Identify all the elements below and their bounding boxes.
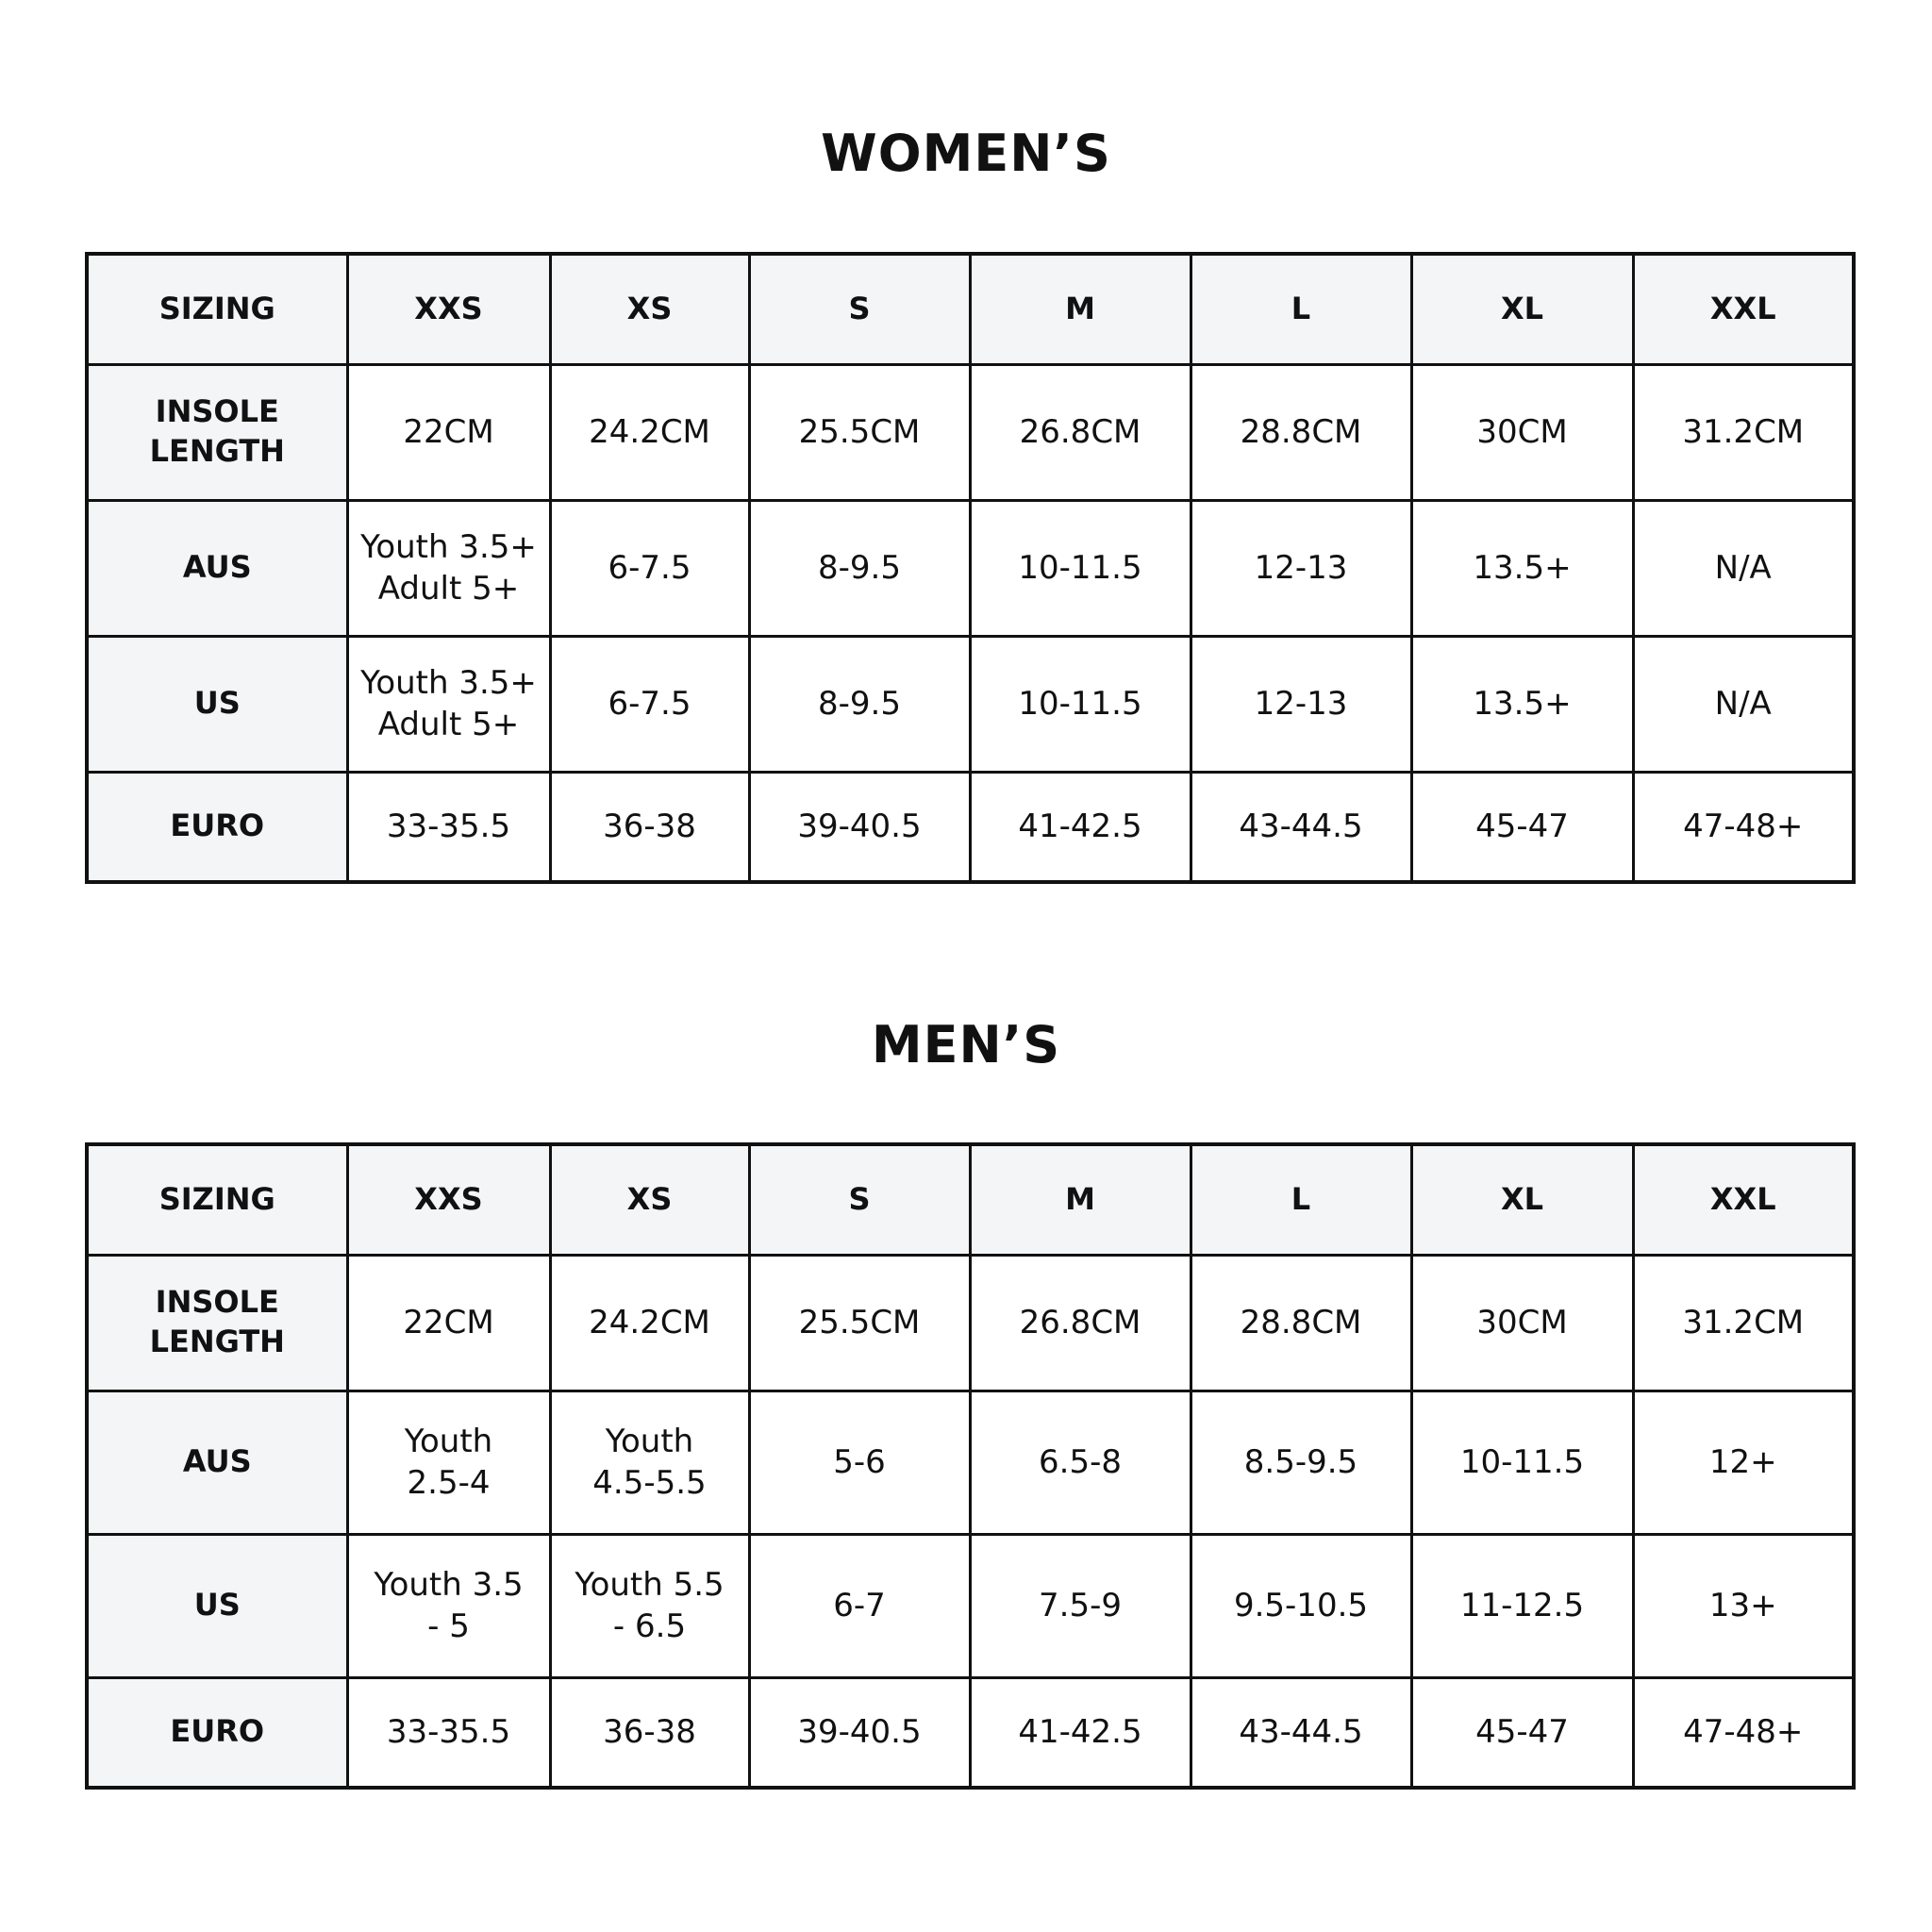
cell-line: 10-11.5 [1018, 684, 1142, 723]
men-header-xs: XS [550, 1144, 749, 1255]
cell-line: 13.5+ [1473, 548, 1572, 587]
row-label-line: US [193, 1587, 241, 1624]
cell-line: 25.5CM [798, 1303, 921, 1341]
cell-line: N/A [1714, 548, 1772, 587]
cell-line: 13.5+ [1473, 684, 1572, 723]
men-header-l: L [1191, 1144, 1411, 1255]
cell-line: Adult 5+ [377, 706, 520, 743]
women-header-xs: XS [550, 254, 749, 364]
women-cell-euro-xxs [347, 772, 550, 882]
men-row-label-us [87, 1534, 347, 1677]
row-label-line: INSOLE [155, 1284, 279, 1321]
men-row-label-euro [87, 1677, 347, 1788]
cell-line: 43-44.5 [1239, 1713, 1363, 1752]
women-cell-euro-xxl [1633, 772, 1854, 882]
women-cell-insole-length-m [970, 364, 1191, 500]
mens-size-table [85, 1142, 1856, 1790]
women-header-l: L [1191, 254, 1411, 364]
cell-line: 8.5-9.5 [1243, 1442, 1358, 1481]
men-cell-euro-s [749, 1677, 970, 1788]
men-header-xxs: XXS [347, 1144, 550, 1255]
cell-line: Youth 3.5+ [360, 527, 537, 566]
cell-line: 43-44.5 [1239, 808, 1363, 846]
cell-line: 12-13 [1254, 548, 1348, 587]
men-cell-aus-xxs [347, 1391, 550, 1534]
men-row-label-aus [87, 1391, 347, 1534]
men-cell-euro-m [970, 1677, 1191, 1788]
women-cell-insole-length-xl [1411, 364, 1633, 500]
men-cell-euro-xs [550, 1677, 749, 1788]
cell-line: 10-11.5 [1018, 548, 1142, 587]
men-cell-euro-l [1191, 1677, 1411, 1788]
men-cell-us-xxs [347, 1534, 550, 1677]
cell-line: 22CM [403, 1303, 494, 1341]
women-cell-euro-m [970, 772, 1191, 882]
womens-size-table [85, 252, 1856, 884]
women-row-label-euro [87, 772, 347, 882]
cell-line: 26.8CM [1019, 1303, 1141, 1341]
cell-line: 47-48+ [1683, 808, 1804, 846]
row-label-line: EURO [170, 808, 265, 844]
cell-line: 6-7.5 [608, 548, 691, 587]
cell-line: 31.2CM [1682, 412, 1805, 451]
women-cell-us-xxl [1633, 636, 1854, 772]
women-cell-us-l [1191, 636, 1411, 772]
cell-line: 45-47 [1475, 1713, 1569, 1752]
cell-line: 26.8CM [1019, 412, 1141, 451]
row-label-line: INSOLE [155, 393, 279, 430]
men-header-s: S [749, 1144, 970, 1255]
cell-line: 10-11.5 [1459, 1442, 1585, 1481]
men-cell-insole-length-xxl [1633, 1255, 1854, 1391]
cell-line: 33-35.5 [386, 808, 511, 846]
women-cell-insole-length-l [1191, 364, 1411, 500]
women-cell-insole-length-xs [550, 364, 749, 500]
men-header-sizing: SIZING [87, 1144, 347, 1255]
men-cell-insole-length-s [749, 1255, 970, 1391]
womens-title: WOMEN’S [821, 124, 1111, 183]
women-cell-aus-xs [550, 500, 749, 636]
women-cell-euro-l [1191, 772, 1411, 882]
women-row-euro [87, 772, 1854, 882]
men-cell-aus-l [1191, 1391, 1411, 1534]
cell-line: 6.5-8 [1039, 1442, 1122, 1481]
cell-line: 41-42.5 [1018, 1713, 1142, 1752]
women-cell-aus-l [1191, 500, 1411, 636]
women-cell-aus-s [749, 500, 970, 636]
cell-line: 13+ [1708, 1586, 1777, 1624]
women-header-xxs: XXS [347, 254, 550, 364]
cell-line: 12-13 [1254, 684, 1348, 723]
cell-line: Youth 3.5+ [360, 663, 537, 702]
women-cell-euro-s [749, 772, 970, 882]
men-cell-us-xs [550, 1534, 749, 1677]
men-cell-euro-xxs [347, 1677, 550, 1788]
men-cell-euro-xl [1411, 1677, 1633, 1788]
men-cell-us-xxl [1633, 1534, 1854, 1677]
men-row-insole-length [87, 1255, 1854, 1391]
women-row-label-aus [87, 500, 347, 636]
women-cell-aus-xl [1411, 500, 1633, 636]
cell-line: 36-38 [603, 808, 696, 846]
men-cell-aus-xs [550, 1391, 749, 1534]
men-cell-aus-m [970, 1391, 1191, 1534]
men-header-xxl: XXL [1633, 1144, 1854, 1255]
cell-line: N/A [1714, 684, 1772, 723]
women-cell-us-xxs [347, 636, 550, 772]
men-cell-insole-length-xs [550, 1255, 749, 1391]
men-cell-insole-length-xl [1411, 1255, 1633, 1391]
cell-line: 30CM [1476, 412, 1568, 451]
women-cell-insole-length-xxl [1633, 364, 1854, 500]
cell-line: Youth 5.5 [575, 1565, 724, 1604]
row-label-line: US [193, 685, 241, 722]
cell-line: 2.5-4 [407, 1464, 491, 1502]
cell-line: 12+ [1708, 1442, 1777, 1481]
cell-line: 5-6 [833, 1442, 886, 1481]
cell-line: 7.5-9 [1039, 1586, 1122, 1624]
cell-line: 8-9.5 [818, 684, 901, 723]
cell-line: 39-40.5 [797, 808, 922, 846]
women-row-us [87, 636, 1854, 772]
men-cell-aus-s [749, 1391, 970, 1534]
cell-line: Adult 5+ [377, 570, 520, 608]
cell-line: 25.5CM [798, 412, 921, 451]
men-header-m: M [970, 1144, 1191, 1255]
cell-line: - 6.5 [612, 1607, 687, 1645]
cell-line: 24.2CM [589, 412, 710, 451]
women-cell-us-xs [550, 636, 749, 772]
mens-title: MEN’S [871, 1015, 1061, 1074]
women-cell-aus-xxl [1633, 500, 1854, 636]
cell-line: 6-7.5 [608, 684, 691, 723]
men-cell-insole-length-l [1191, 1255, 1411, 1391]
cell-line: 47-48+ [1683, 1713, 1804, 1752]
row-label-line: LENGTH [149, 1324, 285, 1359]
cell-line: 24.2CM [589, 1303, 710, 1341]
cell-line: 45-47 [1475, 808, 1569, 846]
cell-line: 28.8CM [1240, 1303, 1362, 1341]
men-header-xl: XL [1411, 1144, 1633, 1255]
cell-line: 8-9.5 [818, 548, 901, 587]
women-cell-us-xl [1411, 636, 1633, 772]
cell-line: 31.2CM [1682, 1303, 1805, 1341]
women-cell-aus-m [970, 500, 1191, 636]
men-row-us [87, 1534, 1854, 1677]
row-label-line: AUS [182, 549, 252, 586]
row-label-line: EURO [170, 1713, 265, 1750]
women-cell-insole-length-s [749, 364, 970, 500]
women-header-row [87, 254, 1854, 364]
women-row-aus [87, 500, 1854, 636]
men-cell-us-m [970, 1534, 1191, 1677]
men-row-aus [87, 1391, 1854, 1534]
row-label-line: LENGTH [149, 433, 285, 469]
row-label-line: AUS [182, 1443, 252, 1480]
womens-table-body [87, 254, 1854, 882]
cell-line: Youth 3.5 [374, 1565, 524, 1604]
women-header-xl: XL [1411, 254, 1633, 364]
men-cell-aus-xxl [1633, 1391, 1854, 1534]
cell-line: 36-38 [603, 1713, 696, 1752]
men-cell-aus-xl [1411, 1391, 1633, 1534]
women-row-label-us [87, 636, 347, 772]
cell-line: 39-40.5 [797, 1713, 922, 1752]
women-row-insole-length [87, 364, 1854, 500]
women-cell-us-s [749, 636, 970, 772]
cell-line: Youth [605, 1422, 694, 1460]
women-cell-euro-xs [550, 772, 749, 882]
cell-line: 30CM [1476, 1303, 1568, 1341]
women-cell-euro-xl [1411, 772, 1633, 882]
mens-table-body [87, 1144, 1854, 1788]
women-header-m: M [970, 254, 1191, 364]
women-cell-insole-length-xxs [347, 364, 550, 500]
cell-line: 6-7 [833, 1586, 886, 1624]
men-cell-us-l [1191, 1534, 1411, 1677]
women-header-sizing: SIZING [87, 254, 347, 364]
women-cell-aus-xxs [347, 500, 550, 636]
cell-line: 22CM [403, 412, 494, 451]
men-row-euro [87, 1677, 1854, 1788]
men-header-row [87, 1144, 1854, 1255]
cell-line: 4.5-5.5 [592, 1464, 707, 1502]
women-cell-us-m [970, 636, 1191, 772]
cell-line: Youth [404, 1422, 493, 1460]
cell-line: 33-35.5 [386, 1713, 511, 1752]
men-cell-us-xl [1411, 1534, 1633, 1677]
cell-line: - 5 [427, 1607, 470, 1645]
men-cell-us-s [749, 1534, 970, 1677]
men-cell-insole-length-m [970, 1255, 1191, 1391]
cell-line: 41-42.5 [1018, 808, 1142, 846]
men-cell-insole-length-xxs [347, 1255, 550, 1391]
men-row-label-insole-length [87, 1255, 347, 1391]
men-cell-euro-xxl [1633, 1677, 1854, 1788]
cell-line: 9.5-10.5 [1233, 1586, 1369, 1624]
women-row-label-insole-length [87, 364, 347, 500]
cell-line: 28.8CM [1240, 412, 1362, 451]
cell-line: 11-12.5 [1459, 1586, 1585, 1624]
women-header-xxl: XXL [1633, 254, 1854, 364]
women-header-s: S [749, 254, 970, 364]
